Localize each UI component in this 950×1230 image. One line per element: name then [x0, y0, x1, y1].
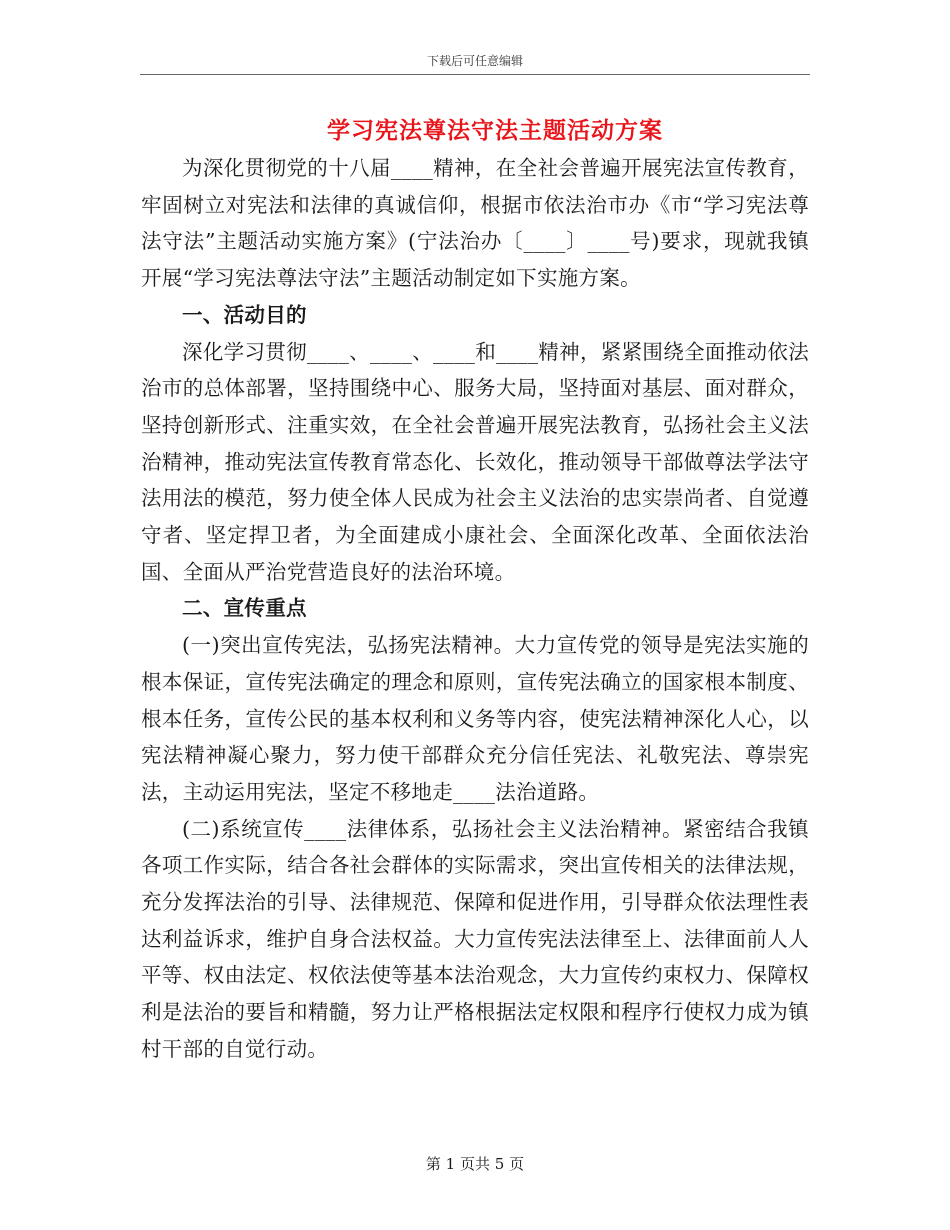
document-title: 学习宪法尊法守法主题活动方案	[327, 117, 663, 144]
document-body	[141, 150, 809, 1068]
intro-paragraph: 为深化贯彻党的十八届____精神，在全社会普遍开展宪法宣传教育，牢固树立对宪法和法律的真诚信仰，根据市依法治市办《市“学习宪法尊法守法”主题活动实施方案》(宁法治办〔____〕____号)要求，现就我镇开展“学习宪法尊法守法”主题活动制定如下实施方案。	[141, 156, 809, 291]
header-note: 下载后可任意编辑	[426, 54, 523, 68]
section-heading-focus: 二、宣传重点	[182, 596, 307, 621]
page-indicator: 第 1 页共 5 页	[425, 1155, 525, 1173]
focus-item-1: (一)突出宣传宪法，弘扬宪法精神。大力宣传党的领导是宪法实施的根本保证，宣传宪法确定的理念和原则，宣传宪法确立的国家根本制度、根本任务，宣传公民的基本权利和义务等内容，使宪法精神深化人心，以宪法精神凝心聚力，努力使干部群众充分信任宪法、礼敬宪法、尊崇宪法，主动运用宪法，坚定不移地走____法治道路。	[141, 633, 809, 804]
objectives-paragraph: 深化学习贯彻____、____、____和____精神，紧紧围绕全面推动依法治市的总体部署，坚持围绕中心、服务大局，坚持面对基层、面对群众，坚持创新形式、注重实效，在全社会普遍开展宪法教育，弘扬社会主义法治精神，推动宪法宣传教育常态化、长效化，推动领导干部做尊法学法守法用法的模范，努力使全体人民成为社会主义法治的忠实崇尚者、自觉遵守者、坚定捍卫者，为全面建成小康社会、全面深化改革、全面依法治国、全面从严治党营造良好的法治环境。	[141, 339, 809, 584]
section-heading-objectives: 一、活动目的	[182, 302, 307, 327]
header-divider	[140, 74, 810, 75]
focus-item-2: (二)系统宣传____法律体系，弘扬社会主义法治精神。紧密结合我镇各项工作实际，结合各社会群体的实际需求，突出宣传相关的法律法规，充分发挥法治的引导、法律规范、保障和促进作用，引导群众依法理性表达利益诉求，维护自身合法权益。大力宣传宪法法律至上、法律面前人人平等、权由法定、权依法使等基本法治观念，大力宣传约束权力、保障权利是法治的要旨和精髓，努力让严格根据法定权限和程序行使权力成为镇村干部的自觉行动。	[141, 816, 809, 1061]
